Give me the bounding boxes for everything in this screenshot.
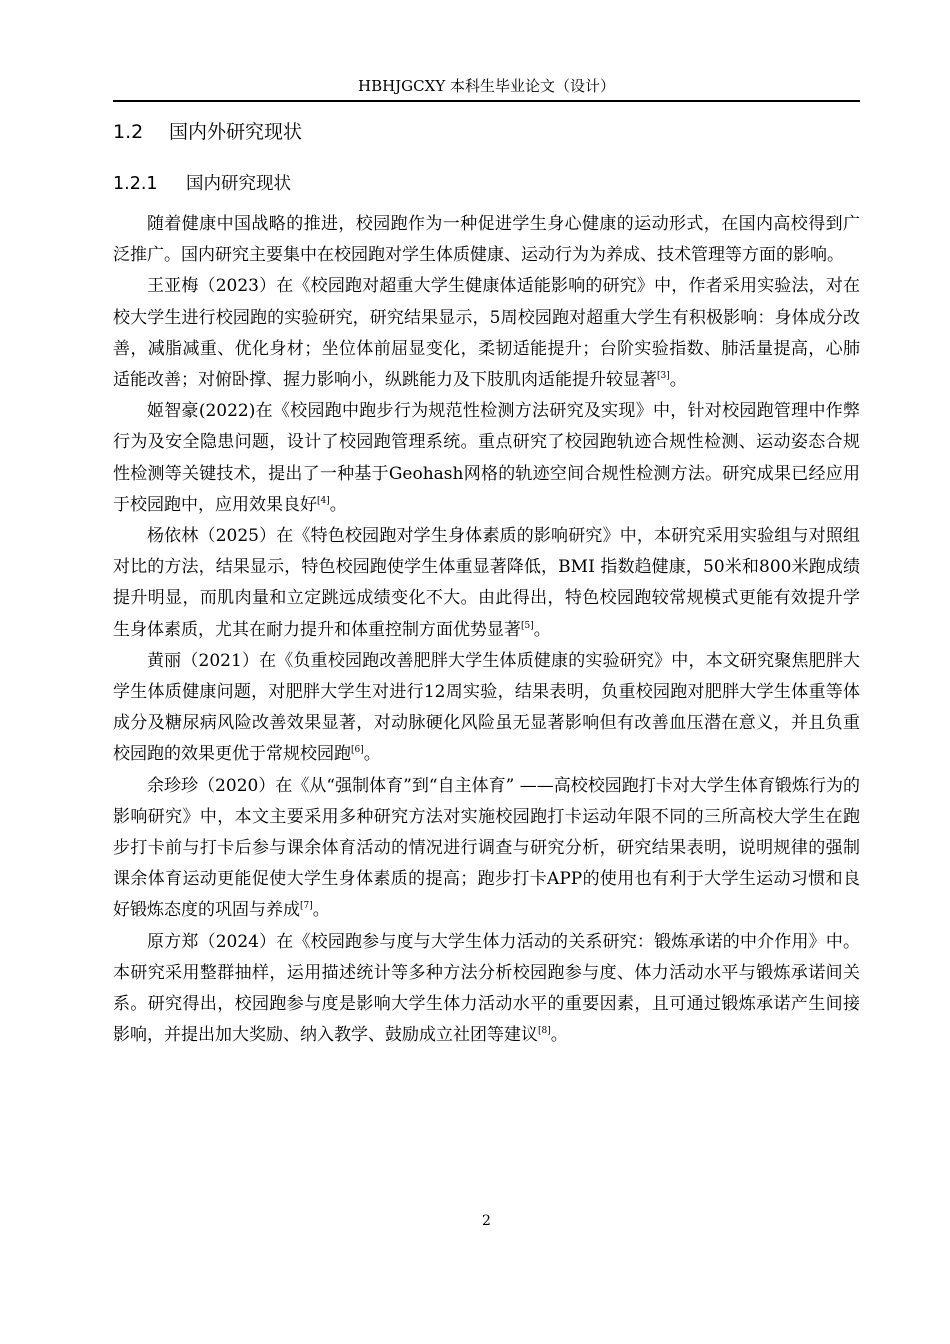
paragraph-end: 。 xyxy=(312,900,330,921)
paragraph-text: 姬智豪(2022)在《校园跑中跑步行为规范性检测方法研究及实现》中，针对校园跑管理中作弊行为及安全隐患问题，设计了校园跑管理系统。重点研究了校园跑轨迹合规性检测、运动姿态合规性检测等关键技术，提出了一种基于Geohash网格的轨迹空间合规性检测方法。研究成果已经应用于校园跑中，应用效果良好 xyxy=(113,401,860,515)
citation-marker: [3] xyxy=(657,371,670,382)
section-number: 1.2 xyxy=(113,121,144,143)
subsection-title: 国内研究现状 xyxy=(186,174,291,194)
paragraph-end: 。 xyxy=(533,619,551,640)
citation-marker: [4] xyxy=(317,495,330,506)
paragraph-text: 杨依林（2025）在《特色校园跑对学生身体素质的影响研究》中，本研究采用实验组与对照组对比的方法，结果显示，特色校园跑使学生体重显著降低，BMI 指数趋健康，50米和800米跑成绩提升明显，而肌肉量和立定跳远成绩变化不大。由此得出，特色校园跑较常规模式更能有效提升学生身体素质，尤其在耐力提升和体重控制方面优势显著 xyxy=(113,526,860,640)
paragraph-text: 黄丽（2021）在《负重校园跑改善肥胖大学生体质健康的实验研究》中，本文研究聚焦肥胖大学生体质健康问题，对肥胖大学生对进行12周实验，结果表明，负重校园跑对肥胖大学生体重等体成分及糖尿病风险改善效果显著，对动脉硬化风险虽无显著影响但有改善血压潜在意义，并且负重校园跑的效果更优于常规校园跑 xyxy=(113,650,860,765)
paragraph xyxy=(113,771,860,927)
citation-marker: [8] xyxy=(538,1026,551,1037)
paragraph xyxy=(113,396,860,521)
paragraph-text: 王亚梅（2023）在《校园跑对超重大学生健康体适能影响的研究》中，作者采用实验法，对在校大学生进行校园跑的实验研究，研究结果显示，5周校园跑对超重大学生有积极影响：身体成分改善，减脂减重、优化身材；坐位体前屈显变化，柔韧适能提升；台阶实验指数、肺活量提高，心肺适能改善；对俯卧撑、握力影响小，纵跳能力及下肢肌肉适能提升较显著 xyxy=(113,276,860,391)
paragraph-end: 。 xyxy=(669,370,687,391)
subsection-heading xyxy=(113,170,291,198)
body-text xyxy=(113,209,860,1051)
paragraph-end: 。 xyxy=(329,494,347,515)
citation-marker: [6] xyxy=(351,745,364,756)
section-heading xyxy=(113,117,302,147)
citation-marker: [7] xyxy=(300,901,313,912)
paragraph xyxy=(113,521,860,646)
paragraph-end: 。 xyxy=(363,744,381,765)
section-title: 国内外研究现状 xyxy=(169,121,303,143)
paragraph xyxy=(113,646,860,771)
citation-marker: [5] xyxy=(521,620,534,631)
paragraph xyxy=(113,209,860,271)
page-header: HBHJGCXY 本科生毕业论文（设计） xyxy=(357,77,615,95)
subsection-number: 1.2.1 xyxy=(113,174,158,194)
paragraph xyxy=(113,927,860,1052)
paragraph-end: 。 xyxy=(550,1025,568,1046)
header-rule xyxy=(113,100,860,102)
paragraph-text: 随着健康中国战略的推进，校园跑作为一种促进学生身心健康的运动形式，在国内高校得到广泛推广。国内研究主要集中在校园跑对学生体质健康、运动行为为养成、技术管理等方面的影响。 xyxy=(113,214,860,266)
paragraph-text: 余珍珍（2020）在《从“强制体育”到“自主体育” ——高校校园跑打卡对大学生体育锻炼行为的影响研究》中，本文主要采用多种研究方法对实施校园跑打卡运动年限不同的三所高校大学生在跑步打卡前与打卡后参与课余体育活动的情况进行调查与研究分析，研究结果表明，说明规律的强制课余体育运动更能促使大学生身体素质的提高；跑步打卡APP的使用也有利于大学生运动习惯和良好锻炼态度的巩固与养成 xyxy=(113,775,860,921)
paragraph xyxy=(113,271,860,396)
paragraph-text: 原方郑（2024）在《校园跑参与度与大学生体力活动的关系研究：锻炼承诺的中介作用》中。本研究采用整群抽样，运用描述统计等多种方法分析校园跑参与度、体力活动水平与锻炼承诺间关系。研究得出，校园跑参与度是影响大学生体力活动水平的重要因素，且可通过锻炼承诺产生间接影响，并提出加大奖励、纳入教学、鼓励成立社团等建议 xyxy=(113,931,860,1046)
page-number: 2 xyxy=(482,1213,491,1229)
